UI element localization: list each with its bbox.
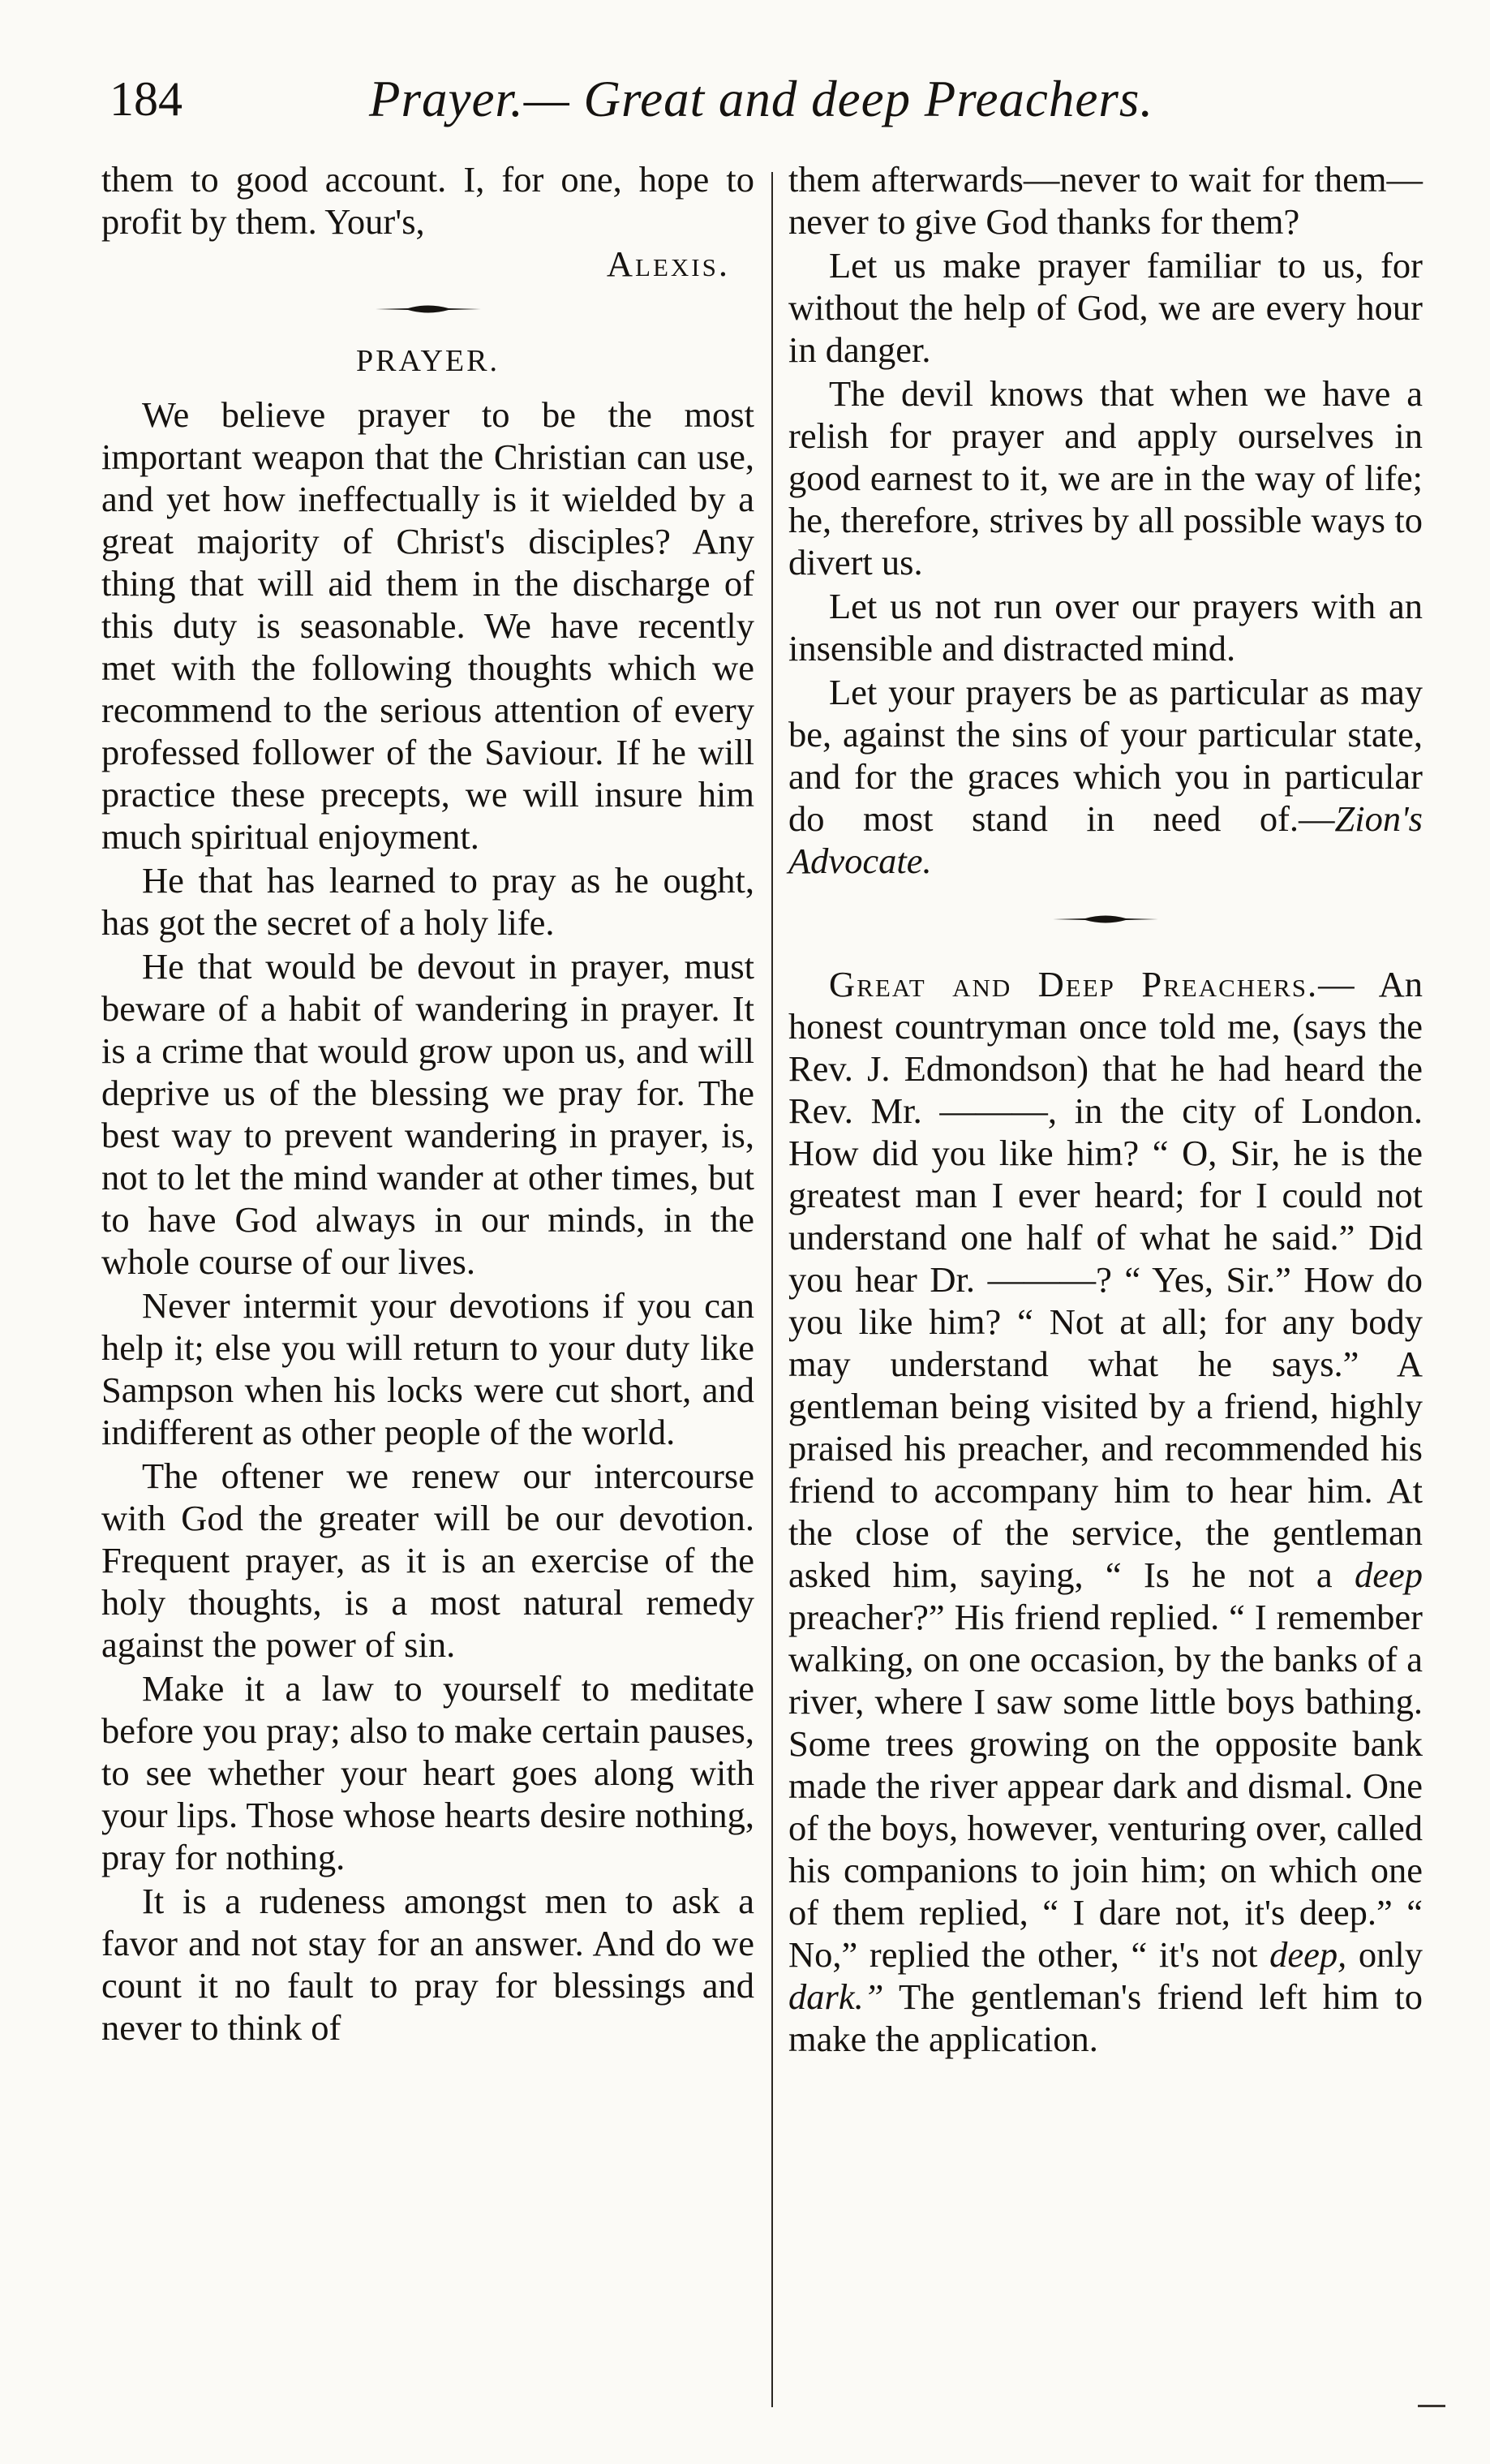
ornament-divider	[101, 285, 754, 333]
italic-word: dark.”	[788, 1976, 884, 2017]
paragraph: Let us not run over our prayers with an insensible and distracted mind.	[788, 586, 1423, 669]
article-text: The gentleman's friend left him to make the application.	[788, 1976, 1423, 2059]
ornament-icon	[1053, 913, 1158, 926]
paragraph	[788, 671, 1423, 882]
paragraph: The devil knows that when we have a relish for prayer and apply ourselves in good earnest to it, we are in the way of life; he, therefore, strives by all possible ways to divert us.	[788, 373, 1423, 583]
paragraph: Never intermit your devotions if you can help it; else you will return to your duty like Sampson when his locks were cut short, and indifferent as other people of the world.	[101, 1285, 754, 1452]
ornament-divider	[788, 882, 1423, 963]
paragraph: Let us make prayer familiar to us, for without the help of God, we are every hour in danger.	[788, 245, 1423, 370]
paragraph-text: Let your prayers be as particular as may be, against the sins of your particular state, and for the graces which you in particular do most stand in need of.—	[788, 672, 1423, 839]
opening-text: them to good account. I, for one, hope to profit by them. Your's,	[101, 159, 754, 242]
paragraph: The oftener we renew our intercourse with God the greater will be our devotion. Frequent prayer, as it is an exercise of the holy thoughts, is a most natural remedy against the power of sin.	[101, 1456, 754, 1665]
article-text: An honest countryman once told me, (says the Rev. J. Edmondson) that he had heard the Rev. Mr. ———, in the city of London. How did you like him? “ O, Sir, he is the greatest man I ever heard; for I could not understand one half of what he said.” Did you hear Dr. ———? “ Yes, Sir.” How do you like him? “ Not at all; for any body may understand what he says.” A gentleman being visited by a friend, highly praised his preacher, and recommended his friend to accompany him to hear him. At the close of the service, the gentleman asked him, saying, “ Is he not a	[788, 964, 1423, 1595]
italic-word: deep	[1354, 1555, 1423, 1595]
continuation-text: them afterwards—never to wait for them—never to give God thanks for them?	[788, 159, 1423, 242]
page-number: 184	[109, 72, 182, 126]
article-text: preacher?” His friend replied. “ I remember walking, on one occasion, by the banks of a river, where I saw some little boys bathing. Some trees growing on the opposite bank made the river appear dark and dismal. One of the boys, however, venturing over, called his companions to join him; on which one of them replied, “ I dare not, it's deep.” “ No,” replied the other, “ it's not	[788, 1597, 1423, 1975]
paragraph: It is a rudeness amongst men to ask a favor and not stay for an answer. And do we count it no fault to pray for blessings and never to think of	[101, 1881, 754, 2048]
italic-word: deep,	[1269, 1934, 1347, 1975]
running-title: Prayer.— Great and deep Preachers.	[369, 71, 1154, 127]
article-text: only	[1358, 1934, 1423, 1975]
paragraph: He that would be devout in prayer, must beware of a habit of wandering in prayer. It is a crime that would grow upon us, and will deprive us of the blessing we pray for. The best way to prevent wandering in prayer, is, not to let the mind wander at other times, but to have God always in our minds, in the whole course of our lives.	[101, 946, 754, 1282]
footer-rule	[1418, 2405, 1445, 2407]
preachers-article	[788, 963, 1423, 2060]
column-divider	[771, 172, 773, 2407]
prayer-title: PRAYER.	[356, 344, 500, 378]
page-header	[109, 67, 1440, 140]
ornament-icon	[376, 303, 481, 316]
paragraph: We believe prayer to be the most important weapon that the Christian can use, and yet how ineffectually is it wielded by a great majority of Christ's disciples? Any thing that will aid them in the discharge of this duty is seasonable. We have recently met with the following thoughts which we recommend to the serious attention of every professed follower of the Saviour. If he will practice these precepts, we will insure him much spiritual enjoyment.	[101, 394, 754, 857]
source-citation: Zion's Advocate.	[788, 798, 1423, 881]
right-column	[788, 158, 1423, 2060]
paragraph: Make it a law to yourself to meditate before you pray; also to make certain pauses, to see whether your heart goes along with your lips. Those whose hearts desire nothing, pray for nothing.	[101, 1668, 754, 1877]
preachers-heading: Great and Deep Preachers.—	[829, 964, 1356, 1004]
left-column	[101, 158, 754, 2049]
signature: Alexis.	[606, 243, 730, 284]
paragraph: He that has learned to pray as he ought, has got the secret of a holy life.	[101, 860, 754, 943]
